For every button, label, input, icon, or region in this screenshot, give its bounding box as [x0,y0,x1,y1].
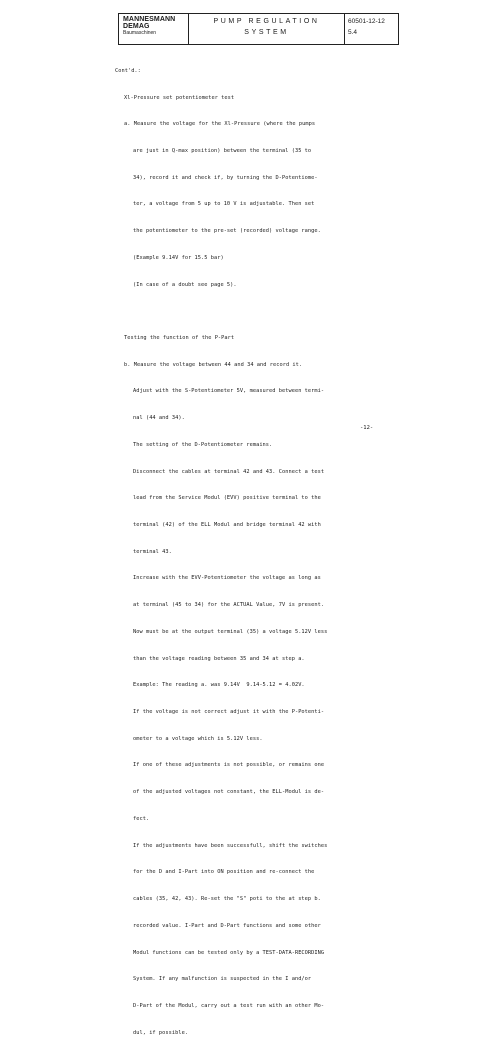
section-paragraph-line: (In case of a doubt see page 5). [133,281,237,288]
document-number: 60501-12-12 [348,18,385,25]
section-paragraph-line: 34), record it and check if, by turning the D-Potentiome- [133,174,318,181]
document-number-block [345,14,398,44]
section-paragraph-line: the potentiometer to the pre-set (recorded) voltage range. [133,228,321,235]
section-paragraph-line: The setting of the D-Potentiometer remains. [133,441,273,448]
section-paragraph-line: Example: The reading a. was 9.14V 9.14-5.12 = 4.02V. [133,682,305,689]
section-paragraph-line: (Example 9.14V for 15.5 bar) [133,254,224,261]
section-paragraph-line: D-Part of the Modul, carry out a test run with an other Mo- [133,1002,325,1009]
document-body [115,49,377,1055]
company-name: MANNESMANN [123,16,176,23]
document-title-line2: SYSTEM [244,29,289,36]
section-paragraph-line: nal (44 and 34). [133,415,185,422]
section-paragraph-line: Increase with the EVV-Potentiometer the voltage as long as [133,575,321,582]
section-paragraph-line: If one of these adjustments is not possible, or remains one [133,762,325,769]
section-paragraph-line: of the adjusted voltages not constant, the ELL-Modul is de- [133,789,325,796]
section-paragraph-line: fect. [133,815,150,822]
section-paragraph-line: lead from the Service Modul (EVV) positive terminal to the [133,495,321,502]
section-paragraph-line: for the D and I-Part into ON position and re-connect the [133,869,315,876]
company-division: Baumaschinen [123,30,157,36]
document-title-line1: PUMP REGULATION [213,18,320,25]
section-paragraph-line: Now must be at the output terminal (35) a voltage 5.12V less [133,628,328,635]
section-heading-p-part: Testing the function of the P-Part [124,334,235,341]
document-section: 5.4 [348,29,358,36]
section-paragraph-line: terminal 43. [133,548,172,555]
section-paragraph-line: cables (35, 42, 43). Re-set the "S" poti to the at step b. [133,896,321,903]
section-paragraph-line: System. If any malfunction is suspected in the I and/or [133,976,312,983]
section-paragraph-line: If the adjustments have been successfull, shift the switches [133,842,328,849]
section-paragraph-line: at terminal (45 to 34) for the ACTUAL Value, 7V is present. [133,602,325,609]
continued-label: Cont'd.: [115,67,141,74]
section-paragraph-line: Modul functions can be tested only by a TEST-DATA-RECORDING [133,949,325,956]
company-logo-block [119,14,189,44]
section-paragraph-line: than the voltage reading between 35 and 34 at step a. [133,655,305,662]
document-title-block [189,14,345,44]
section-paragraph-line: b. Measure the voltage between 44 and 34 and record it. [124,361,303,368]
section-paragraph-line: Disconnect the cables at terminal 42 and 43. Connect a test [133,468,325,475]
section-paragraph-line: dul, if possible. [133,1029,189,1036]
section-paragraph-line: ometer to a voltage which is 5.12V less. [133,735,263,742]
company-subname: DEMAG [123,23,150,30]
section-paragraph-line: recorded value. I-Part and D-Part functions and some other [133,922,321,929]
page-number: -12- [360,425,374,431]
section-paragraph-line: If the voltage is not correct adjust it with the P-Potenti- [133,709,325,716]
section-paragraph-line: ter, a voltage from 5 up to 10 V is adjustable. Then set [133,201,315,208]
section-paragraph-line: a. Measure the voltage for the Xl-Pressure (where the pumps [124,121,316,128]
document-header [118,13,399,45]
paragraph-gap [115,307,377,316]
section-paragraph-line: terminal (42) of the ELL Modul and bridge terminal 42 with [133,522,321,529]
section-heading-potentiometer-test: Xl-Pressure set potentiometer test [124,94,235,101]
section-paragraph-line: are just in Q-max position) between the terminal (35 to [133,147,312,154]
section-paragraph-line: Adjust with the S-Potentiometer 5V, measured between termi- [133,388,325,395]
